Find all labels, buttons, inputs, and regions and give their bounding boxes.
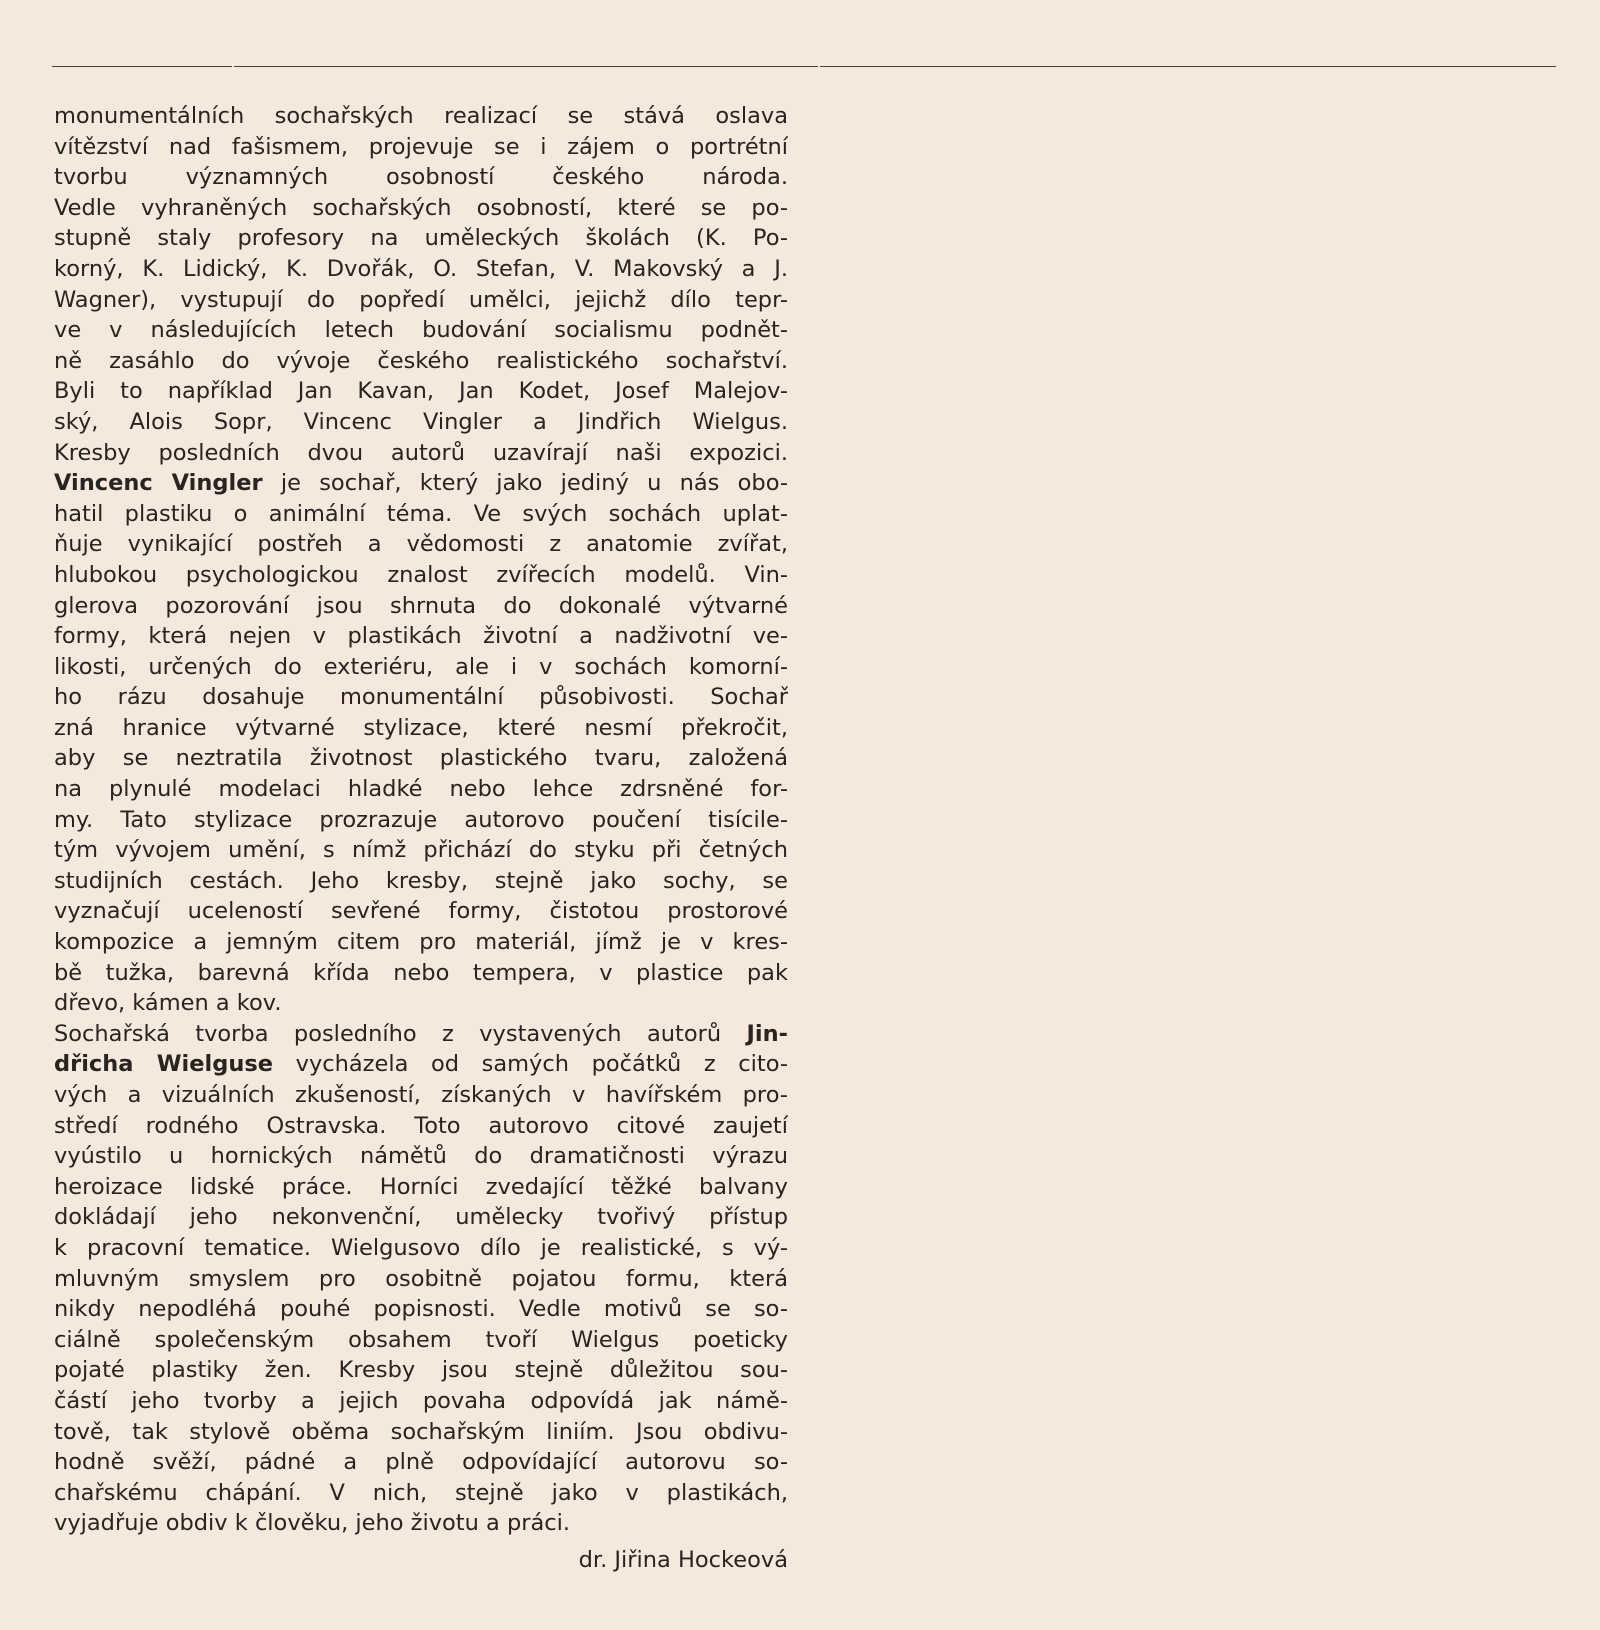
text-run: likosti, určených do exteriéru, ale i v sochách komorní-	[54, 653, 788, 680]
text-run: kompozice a jemným citem pro materiál, jímž je v kres-	[54, 929, 788, 956]
text-line	[54, 499, 788, 530]
text-run: bě tužka, barevná křída nebo tempera, v plastice pak	[54, 959, 788, 986]
text-run: ně zasáhlo do vývoje českého realistického sochařství.	[54, 347, 788, 374]
text-run: studijních cestách. Jeho kresby, stejně jako sochy, se	[54, 867, 788, 894]
text-line	[54, 223, 788, 254]
text-run: vycházela od samých počátků z cito-	[273, 1051, 788, 1078]
text-run: hodně svěží, pádné a plně odpovídající autorovu so-	[54, 1449, 788, 1476]
text-run: Wagner), vystupují do popředí umělci, jejichž dílo tepr-	[54, 286, 788, 313]
text-line	[54, 376, 788, 407]
text-line	[54, 132, 788, 163]
text-run: pojaté plastiky žen. Kresby jsou stejně důležitou sou-	[54, 1357, 788, 1384]
text-line	[54, 346, 788, 377]
text-line	[54, 1447, 788, 1478]
text-line	[54, 652, 788, 683]
text-run: my. Tato stylizace prozrazuje autorovo poučení tisícile-	[54, 806, 788, 833]
text-run: Kresby posledních dvou autorů uzavírají naši expozici.	[54, 439, 788, 466]
text-run: hatil plastiku o animální téma. Ve svých sochách uplat-	[54, 500, 788, 527]
text-line	[54, 1111, 788, 1142]
bold-name: Vincenc Vingler	[54, 470, 263, 497]
text-line	[54, 1080, 788, 1111]
text-line	[54, 927, 788, 958]
text-line	[54, 1141, 788, 1172]
top-rule-right	[820, 66, 1556, 67]
text-run: tým vývojem umění, s nímž přichází do styku při četných	[54, 837, 788, 864]
text-line	[54, 774, 788, 805]
text-run: tvorbu významných osobností českého národa.	[54, 164, 788, 191]
text-line	[54, 1233, 788, 1264]
bold-name: dřicha Wielguse	[54, 1051, 274, 1078]
text-run: ňuje vynikající postřeh a vědomosti z anatomie zvířat,	[54, 531, 788, 558]
top-rule-left	[52, 66, 232, 67]
text-run: je sochař, který jako jediný u nás obo-	[262, 470, 788, 497]
text-line	[54, 621, 788, 652]
text-line	[54, 529, 788, 560]
text-line	[54, 254, 788, 285]
text-run: formy, která nejen v plastikách životní a nadživotní ve-	[54, 623, 788, 650]
text-run: monumentálních sochařských realizací se stává oslava	[54, 103, 788, 129]
text-line	[54, 1294, 788, 1325]
top-rule-middle	[234, 66, 818, 67]
text-line	[54, 713, 788, 744]
text-run: chařskému chápání. V nich, stejně jako v plastikách,	[54, 1479, 788, 1506]
text-run: vyjadřuje obdiv k člověku, jeho životu a práci.	[54, 1510, 571, 1537]
text-line	[54, 407, 788, 438]
text-line	[54, 835, 788, 866]
text-run: ve v následujících letech budování socialismu podnět-	[54, 317, 788, 344]
text-line	[54, 866, 788, 897]
text-line	[54, 1264, 788, 1295]
text-run: ciálně společenským obsahem tvoří Wielgus poeticky	[54, 1326, 788, 1353]
text-line	[54, 805, 788, 836]
bold-name: Jin-	[746, 1020, 788, 1047]
text-run: mluvným smyslem pro osobitně pojatou formu, která	[54, 1265, 788, 1292]
text-line	[54, 958, 788, 989]
text-run: ský, Alois Sopr, Vincenc Vingler a Jindřich Wielgus.	[54, 408, 788, 435]
text-run: vyústilo u hornických námětů do dramatičnosti výrazu	[54, 1143, 788, 1170]
text-line	[54, 1386, 788, 1417]
text-line	[54, 285, 788, 316]
text-line	[54, 1478, 788, 1509]
text-run: vých a vizuálních zkušeností, získaných v havířském pro-	[54, 1082, 788, 1108]
text-run: na plynulé modelaci hladké nebo lehce zdrsněné for-	[54, 776, 788, 803]
text-run: glerova pozorování jsou shrnuta do dokonalé výtvarné	[54, 592, 788, 619]
text-line	[54, 468, 788, 499]
text-run: vítězství nad fašismem, projevuje se i zájem o portrétní	[54, 133, 788, 160]
text-line	[54, 193, 788, 224]
article-text	[54, 101, 788, 1539]
text-line	[54, 988, 788, 1019]
text-run: aby se neztratila životnost plastického tvaru, založená	[54, 745, 788, 772]
text-run: dřevo, kámen a kov.	[54, 990, 282, 1017]
text-line	[54, 560, 788, 591]
text-line	[54, 1172, 788, 1203]
text-line	[54, 591, 788, 622]
text-run: korný, K. Lidický, K. Dvořák, O. Stefan, V. Makovský a J.	[54, 255, 788, 282]
text-run: tově, tak stylově oběma sochařským liniím. Jsou obdivu-	[54, 1418, 788, 1445]
text-run: středí rodného Ostravska. Toto autorovo citové zaujetí	[54, 1112, 788, 1139]
text-line	[54, 1019, 788, 1050]
text-run: heroizace lidské práce. Horníci zvedající těžké balvany	[54, 1173, 788, 1200]
text-run: částí jeho tvorby a jejich povaha odpovídá jak námě-	[54, 1387, 788, 1414]
text-run: nikdy nepodléhá pouhé popisnosti. Vedle motivů se so-	[54, 1296, 788, 1323]
text-line	[54, 438, 788, 469]
text-run: k pracovní tematice. Wielgusovo dílo je realistické, s vý-	[54, 1234, 788, 1261]
text-line	[54, 743, 788, 774]
text-run: vyznačují uceleností sevřené formy, čistotou prostorové	[54, 898, 788, 925]
text-line	[54, 1355, 788, 1386]
text-line	[54, 1202, 788, 1233]
text-line	[54, 1508, 788, 1539]
text-line	[54, 101, 788, 132]
text-line	[54, 1417, 788, 1448]
text-line	[54, 1325, 788, 1356]
text-run: stupně staly profesory na uměleckých školách (K. Po-	[54, 225, 788, 252]
text-run: hlubokou psychologickou znalost zvířecích modelů. Vin-	[54, 561, 788, 588]
text-run: Vedle vyhraněných sochařských osobností, které se po-	[54, 194, 788, 221]
text-line	[54, 1049, 788, 1080]
text-line	[54, 896, 788, 927]
text-line	[54, 315, 788, 346]
text-line	[54, 682, 788, 713]
text-run: ho rázu dosahuje monumentální působivosti. Sochař	[54, 684, 788, 711]
text-run: Sochařská tvorba posledního z vystavených autorů	[54, 1020, 747, 1047]
author-signature: dr. Jiřina Hockeová	[578, 1547, 788, 1573]
text-run: dokládají jeho nekonvenční, umělecky tvořivý přístup	[54, 1204, 788, 1231]
text-run: zná hranice výtvarné stylizace, které nesmí překročit,	[54, 714, 788, 741]
text-line	[54, 162, 788, 193]
text-run: Byli to například Jan Kavan, Jan Kodet, Josef Malejov-	[54, 378, 788, 405]
